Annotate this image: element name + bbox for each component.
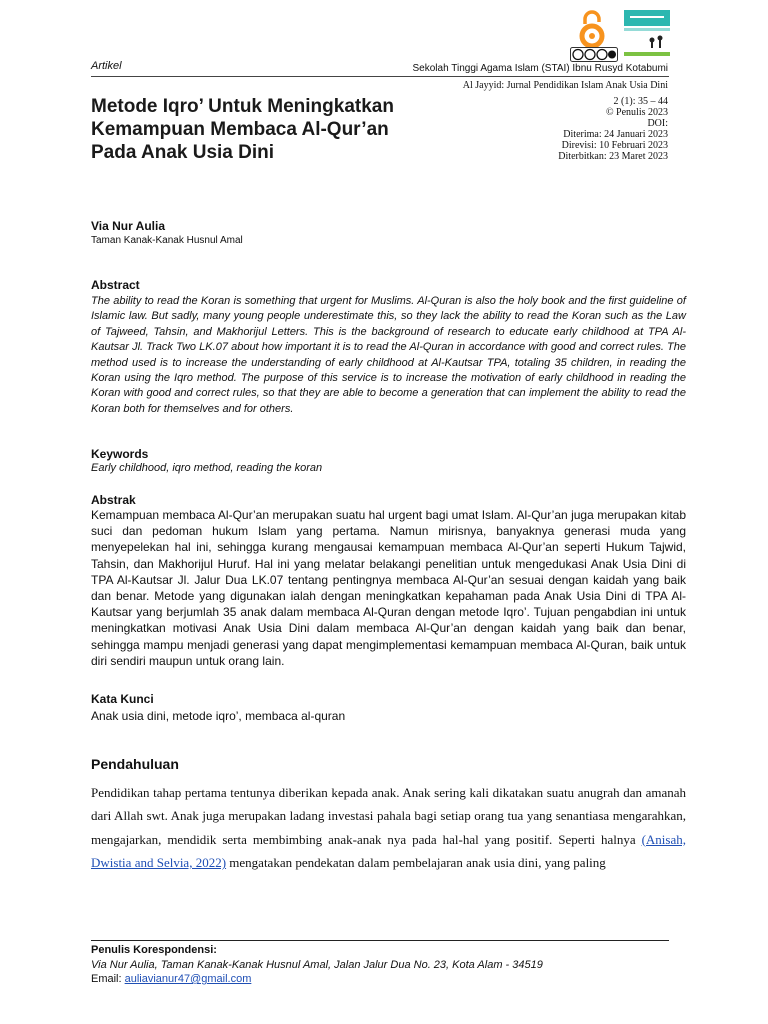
introduction-heading: Pendahuluan (91, 756, 179, 772)
introduction-text-part-2: mengatakan pendekatan dalam pembelajaran anak usia dini, yang paling (226, 855, 606, 871)
kata-kunci-heading: Kata Kunci (91, 692, 154, 706)
introduction-text-part-1: Pendidikan tahap pertama tentunya diberikan kepada anak. Anak sering kali dikatakan suatu anugrah dan amanah dari Allah swt. Anak juga merupakan ladang investasi pahala bagi setiap orang tua yang senantiasa mengarahkan, mengajarkan, mendidik serta membimbing anak-anak nya pada hal-hal yang positif. Seperti halnya (91, 785, 686, 847)
journal-logo-icon (624, 8, 670, 58)
email-label: Email: (91, 973, 125, 985)
keywords-heading: Keywords (91, 447, 149, 461)
footer-divider (91, 940, 669, 941)
doi-info: DOI: (647, 118, 668, 129)
citation-link[interactable]: (Anisah, Dwistia and Selvia, 2022) (91, 831, 686, 871)
correspondence-heading: Penulis Korespondensi: (91, 944, 217, 956)
received-date: Diterima: 24 Januari 2023 (563, 129, 668, 140)
article-meta (558, 96, 668, 162)
creative-commons-icon (570, 47, 618, 62)
author-name: Via Nur Aulia (91, 219, 166, 233)
abstract-heading: Abstract (91, 278, 140, 292)
abstract-text: The ability to read the Koran is something that urgent for Muslims. Al-Quran is also the holy book and the first guideline of Islamic law. But sadly, many young people underestimate this, so they lack the ability to read the Koran such as the Law of Tajweed, Tahsin, and Makhorijul Letters. This is the background of research to educate early childhood at TPA Al-Kautsar Jl. Track Two LK.07 about how important it is to read the Al-Quran in accordance with good and correct rules. The method used is to increase the understanding of early childhood at Al-Kautsar TPA, totaling 35 children, in reading the Koran using the Iqro method. The purpose of this service is to increase the motivation of early childhood in reading the Koran with good and correct rules, so that they are able to become a generation that can implement the ability to read the Koran both for themselves and for others. (91, 295, 686, 415)
keywords-text: Early childhood, iqro method, reading the koran (91, 462, 323, 474)
correspondence-email-row (91, 973, 251, 985)
article-title: Metode Iqro’ Untuk Meningkatkan Kemampuan Membaca Al-Qur’an Pada Anak Usia Dini (91, 96, 394, 163)
article-type-label: Artikel (91, 60, 122, 72)
header-divider (91, 76, 669, 77)
institution-name: Sekolah Tinggi Agama Islam (STAI) Ibnu Rusyd Kotabumi (412, 63, 668, 74)
correspondence-address: Via Nur Aulia, Taman Kanak-Kanak Husnul Amal, Jalan Jalur Dua No. 23, Kota Alam - 34519 (91, 959, 543, 971)
email-link[interactable]: auliavianur47@gmail.com (124, 973, 252, 985)
volume-info: 2 (1): 35 – 44 (613, 96, 668, 107)
introduction-text (91, 781, 686, 875)
abstrak-heading: Abstrak (91, 493, 136, 507)
copyright-info: © Penulis 2023 (605, 107, 668, 118)
kata-kunci-text: Anak usia dini, metode iqro’, membaca al-quran (91, 709, 346, 723)
revised-date: Direvisi: 10 Februari 2023 (561, 140, 668, 151)
author-affiliation: Taman Kanak-Kanak Husnul Amal (91, 235, 243, 246)
open-access-icon (575, 10, 609, 50)
published-date: Diterbitkan: 23 Maret 2023 (558, 151, 668, 162)
journal-name: Al Jayyid: Jurnal Pendidikan Islam Anak Usia Dini (462, 80, 668, 91)
abstrak-text: Kemampuan membaca Al-Qur’an merupakan suatu hal urgent bagi umat Islam. Al-Qur’an juga merupakan kitab suci dan pedoman hukum Islam yang pertama. Namun mirisnya, banyaknya generasi muda yang menyepelekan hal ini, sehingga kurang mengausai kemampuan membaca Al-Qur’an seperti Hukum Tajwid, Tahsin, dan Makhorijul Huruf. Hal ini yang melatar belakangi penelitian untuk mengedukasi Anak Usia Dini di TPA Al-Kautsar Jl. Jalur Dua LK.07 tentang pentingnya membaca Al-Qur’an sesuai dengan kaidah yang baik dan benar. Metode yang digunakan ialah dengan meningkatkan kepahaman pada Anak Usia Dini di TPA Al-Kautsar yang berjumlah 35 anak dalam membaca Al-Quran dengan metode Iqro’. Tujuan pengabdian ini untuk meningkatkan motivasi Anak Usia Dini dalam membaca Al-Qur’an dengan kaidah yang baik dan benar, sehingga mampu menjadi generasi yang dapat mengimplementasi kemampuan membaca Al-Quran, baik untuk diri sendiri maupun untuk orang lain. (91, 508, 686, 668)
